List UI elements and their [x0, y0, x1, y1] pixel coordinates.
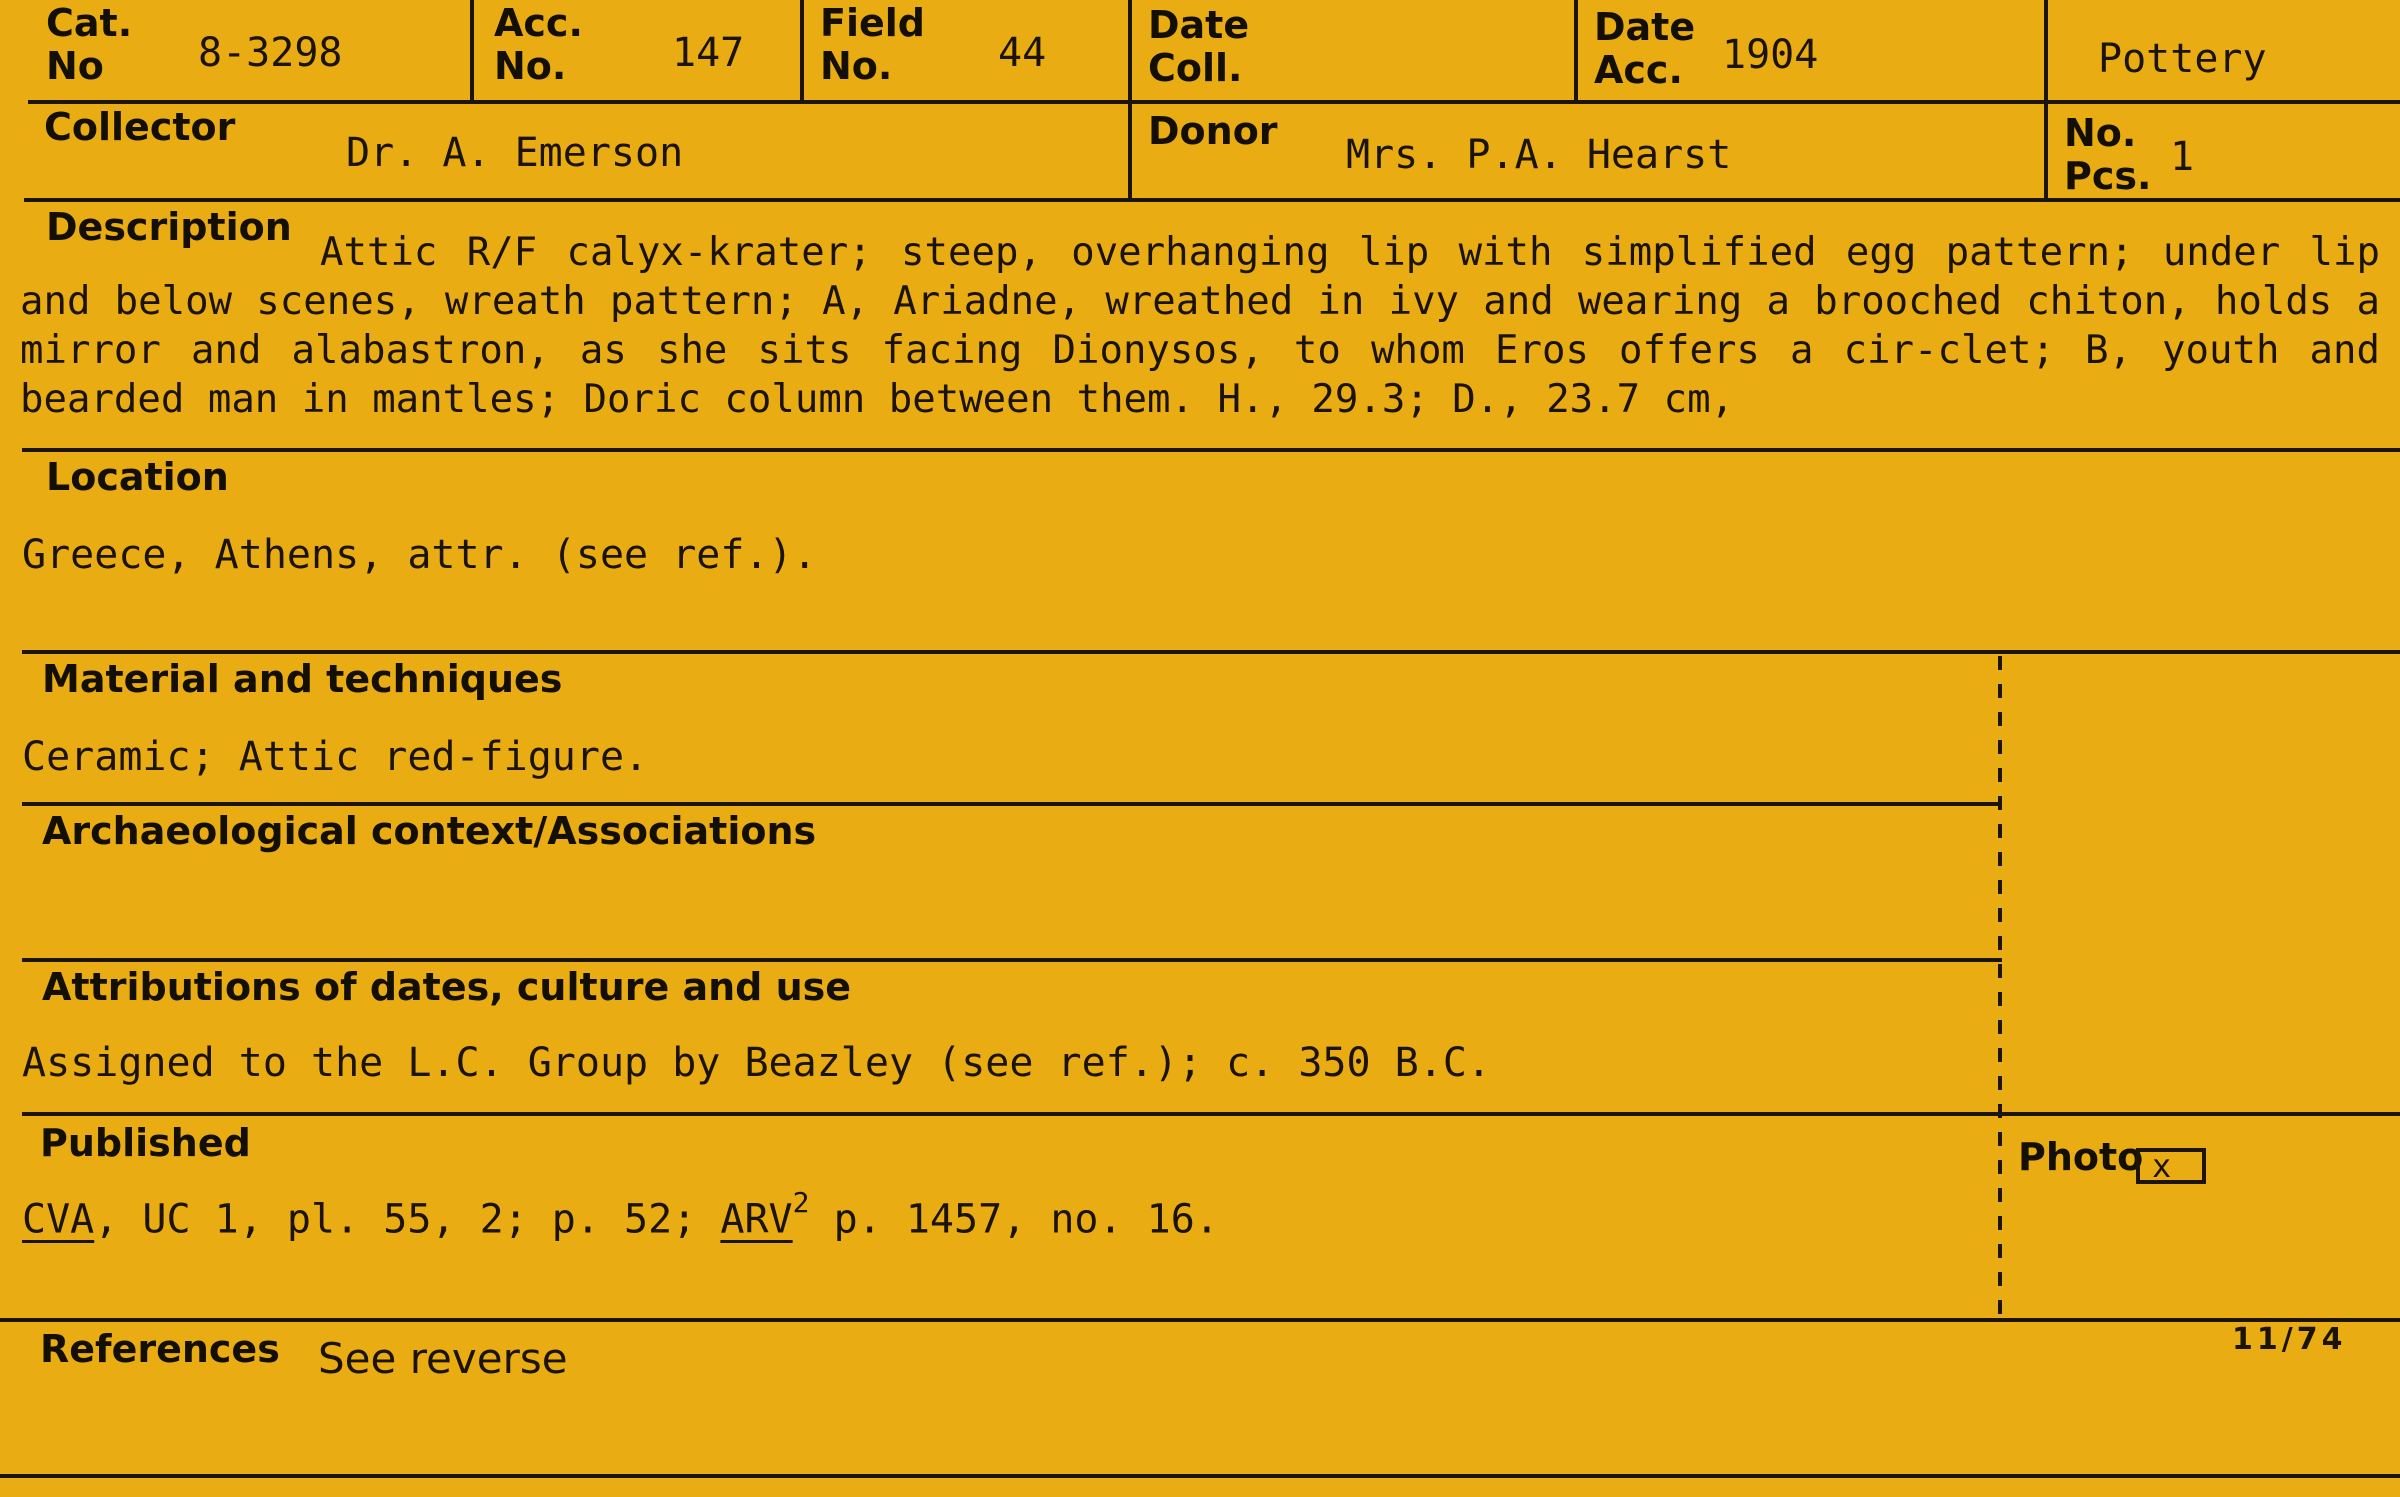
- divider-dateacc-category: [2044, 0, 2048, 200]
- collector-label: Collector: [44, 105, 236, 149]
- location-text: Greece, Athens, attr. (see ref.).: [22, 532, 817, 578]
- rule-published-bottom: [0, 1318, 2400, 1322]
- field-no-label: Field No.: [820, 1, 925, 88]
- description-label: Description: [46, 205, 292, 249]
- divider-acc-field: [800, 0, 804, 100]
- field-no-value: 44: [998, 30, 1047, 76]
- rule-location-bottom: [22, 650, 2400, 654]
- date-coll-label: Date Coll.: [1148, 3, 1250, 90]
- material-text: Ceramic; Attic red-figure.: [22, 734, 649, 780]
- material-label: Material and techniques: [42, 657, 563, 701]
- acc-no-value: 147: [672, 30, 745, 76]
- location-label: Location: [46, 455, 229, 499]
- published-part1: , UC 1, pl. 55, 2; p. 52;: [94, 1196, 721, 1243]
- rule-attributions-bottom: [22, 1112, 2400, 1116]
- date-stamp: 11/74: [2232, 1322, 2347, 1357]
- published-text: [22, 1186, 1219, 1243]
- attributions-text: Assigned to the L.C. Group by Beazley (see ref.); c. 350 B.C.: [22, 1040, 1492, 1086]
- references-label: References: [40, 1327, 280, 1371]
- divider-photo-column: [1998, 656, 2002, 1318]
- references-text: See reverse: [318, 1334, 568, 1383]
- arv-abbrev: ARV: [720, 1196, 793, 1243]
- cat-no-value: 8-3298: [198, 30, 343, 76]
- category-value: Pottery: [2098, 36, 2267, 82]
- rule-card-bottom: [0, 1474, 2400, 1478]
- donor-label: Donor: [1148, 109, 1278, 153]
- published-part2: p. 1457, no. 16.: [809, 1196, 1219, 1243]
- divider-cat-acc: [470, 0, 474, 100]
- cva-abbrev: CVA: [22, 1196, 95, 1243]
- rule-context-bottom: [22, 958, 2002, 962]
- acc-no-label: Acc. No.: [494, 1, 583, 88]
- pcs-value: 1: [2170, 134, 2195, 180]
- photo-checkbox[interactable]: x: [2136, 1148, 2206, 1184]
- rule-description-bottom: [22, 448, 2400, 452]
- cat-no-label: Cat. No: [46, 1, 133, 88]
- donor-value: Mrs. P.A. Hearst: [1346, 132, 1732, 178]
- divider-field-datecoll: [1128, 0, 1132, 200]
- date-acc-label: Date Acc.: [1594, 5, 1696, 92]
- pcs-label: No. Pcs.: [2064, 111, 2152, 198]
- context-label: Archaeological context/Associations: [42, 809, 817, 853]
- divider-datecoll-dateacc: [1574, 0, 1578, 100]
- description-text: Attic R/F calyx-krater; steep, overhanging lip with simplified egg pattern; under lip and below scenes, wreath pattern; A, Ariadne, wreathed in ivy and wearing a brooched chiton, holds a mirror and alabastron, as she sits facing Dionysos, to whom Eros offers a cir-clet; B, youth and bearded man in mantles; Doric column between them. H., 29.3; D., 23.7 cm,: [20, 230, 2380, 422]
- rule-material-bottom: [22, 802, 2002, 806]
- arv-superscript: 2: [792, 1186, 810, 1219]
- photo-label: Photo: [2018, 1135, 2144, 1179]
- published-label: Published: [40, 1121, 251, 1165]
- attributions-label: Attributions of dates, culture and use: [42, 965, 852, 1009]
- collector-value: Dr. A. Emerson: [346, 130, 684, 176]
- date-acc-value: 1904: [1722, 32, 1819, 78]
